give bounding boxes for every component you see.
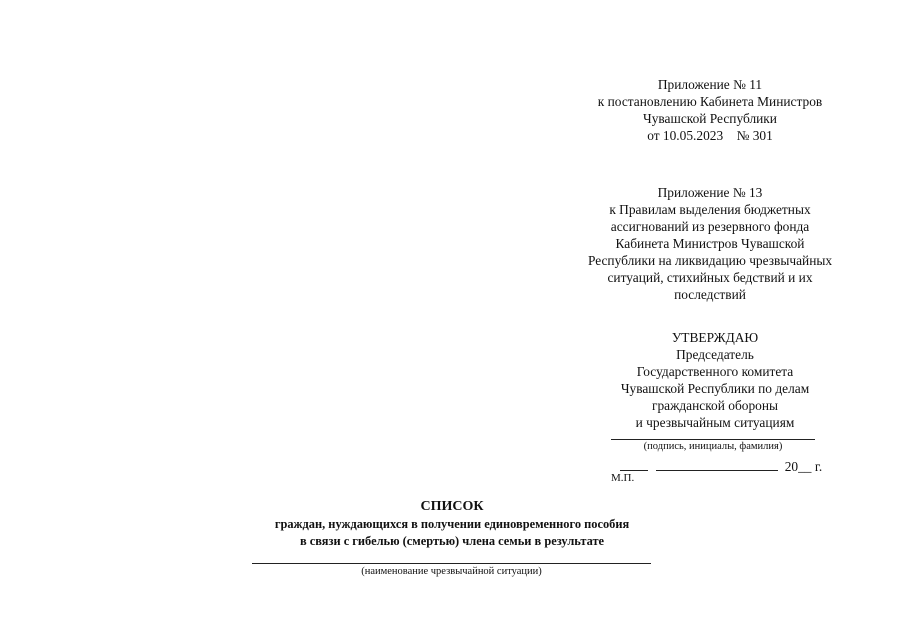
annex-13-line: Республики на ликвидацию чрезвычайных [587, 253, 833, 268]
document-title [250, 498, 654, 550]
date-year-suffix: 20__ г. [784, 459, 823, 474]
title-heading: СПИСОК [420, 499, 484, 514]
annex-11-line: Приложение № 11 [657, 77, 763, 92]
approval-line: Государственного комитета [636, 364, 794, 379]
annex-13-line: Приложение № 13 [657, 185, 763, 200]
annex-11-line: к постановлению Кабинета Министров [597, 94, 823, 109]
annex-11-line: от 10.05.2023 № 301 [647, 128, 773, 143]
annex-11-line: Чувашской Республики [643, 111, 777, 126]
emergency-name-line [252, 563, 651, 564]
approval-line: УТВЕРЖДАЮ [671, 330, 759, 345]
approval-date-line [620, 457, 822, 475]
annex-13-line: последствий [674, 287, 746, 302]
approval-line: Чувашской Республики по делам [620, 381, 810, 396]
title-line: в связи с гибелью (смертью) члена семьи в результате [299, 534, 605, 548]
title-line: граждан, нуждающихся в получении единовременного пособия [274, 517, 630, 531]
approval-line: Председатель [676, 347, 754, 362]
approval-line: гражданской обороны [651, 398, 779, 413]
annex-13-line: ассигнований из резервного фонда [610, 219, 810, 234]
annex-13-line: к Правилам выделения бюджетных [609, 202, 811, 217]
date-month-blank [656, 457, 778, 471]
stamp-mark: М.П. [611, 472, 635, 484]
annex-11-header [560, 76, 860, 144]
approval-block [565, 329, 865, 431]
annex-13-line: ситуаций, стихийных бедствий и их [607, 270, 813, 285]
annex-13-line: Кабинета Министров Чувашской [615, 236, 805, 251]
signature-line [611, 439, 815, 440]
signature-caption: (подпись, инициалы, фамилия) [643, 441, 783, 452]
annex-13-header [560, 184, 860, 303]
emergency-name-caption: (наименование чрезвычайной ситуации) [361, 566, 542, 577]
date-day-blank [620, 457, 648, 471]
approval-line: и чрезвычайным ситуациям [635, 415, 795, 430]
